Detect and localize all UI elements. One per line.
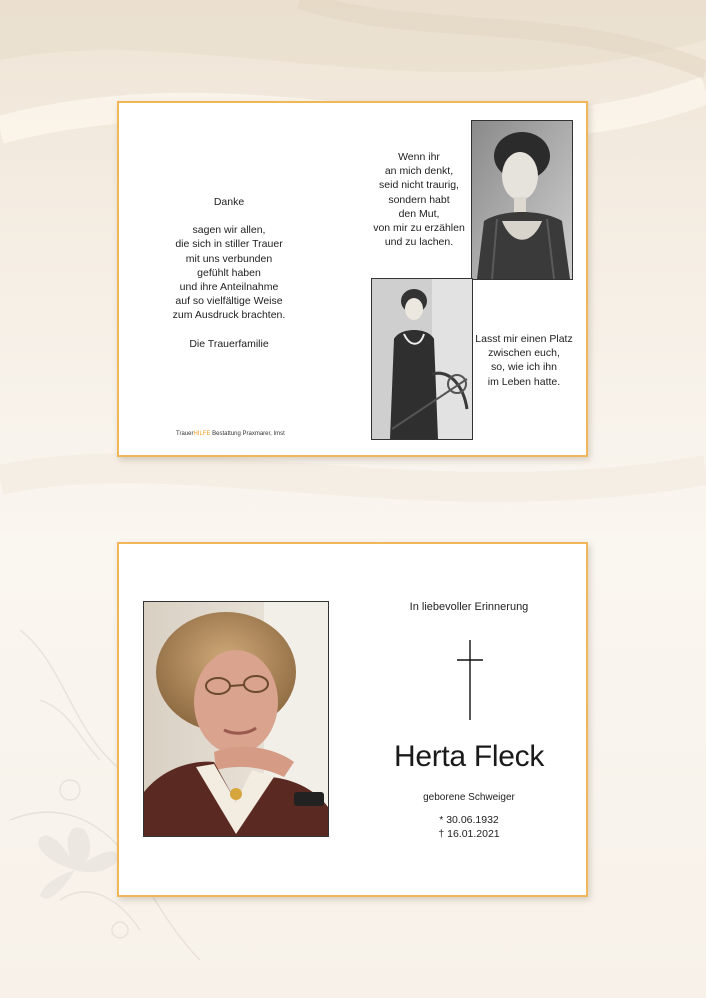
thanks-line: auf so vielfältige Weise (175, 295, 283, 308)
credit-rest: Bestattung Praxmarer, Imst (210, 431, 285, 437)
inner-card (117, 101, 588, 457)
funeral-home-credit (176, 431, 285, 437)
death-date: † 16.01.2021 (438, 828, 500, 840)
thanks-heading: Danke (213, 196, 245, 208)
portrait-photo-young (471, 120, 573, 280)
memory-caption: In liebevoller Erinnerung (409, 601, 529, 613)
poem-line: von mir zu erzählen (373, 222, 465, 235)
portrait-photo-color (143, 601, 329, 837)
poem-line: sondern habt (388, 193, 450, 206)
poem-line: Wenn ihr (398, 151, 440, 163)
credit-brand: Trauer (176, 431, 194, 437)
thanks-signature: Die Trauerfamilie (189, 337, 269, 350)
poem-line: zwischen euch, (488, 347, 560, 360)
birth-date: * 30.06.1932 (439, 814, 499, 826)
poem-top (359, 150, 479, 249)
poem-line: Lasst mir einen Platz (475, 333, 573, 345)
maiden-name: geborene Schweiger (423, 792, 515, 803)
thanks-line: und ihre Anteilnahme (179, 281, 279, 294)
poem-line: seid nicht traurig, (379, 179, 459, 192)
thanks-line: zum Ausdruck brachten. (172, 309, 286, 322)
cross-icon (457, 640, 483, 720)
thanks-line: mit uns verbunden (185, 252, 273, 265)
poem-line: den Mut, (398, 207, 440, 220)
credit-brand-accent: HILFE (193, 431, 211, 437)
deceased-name: Herta Fleck (393, 740, 545, 773)
poem-line: im Leben hatte. (487, 375, 561, 388)
poem-line: so, wie ich ihn (491, 361, 557, 374)
thanks-line: gefühlt haben (197, 266, 261, 279)
thanks-line: die sich in stiller Trauer (175, 238, 283, 251)
poem-line: an mich denkt, (384, 165, 454, 178)
poem-bottom (471, 332, 577, 389)
front-card (117, 542, 588, 897)
thanks-line: sagen wir allen, (192, 224, 266, 237)
portrait-photo-standing (371, 278, 473, 440)
poem-line: und zu lachen. (384, 236, 454, 249)
thanks-text (149, 195, 309, 351)
